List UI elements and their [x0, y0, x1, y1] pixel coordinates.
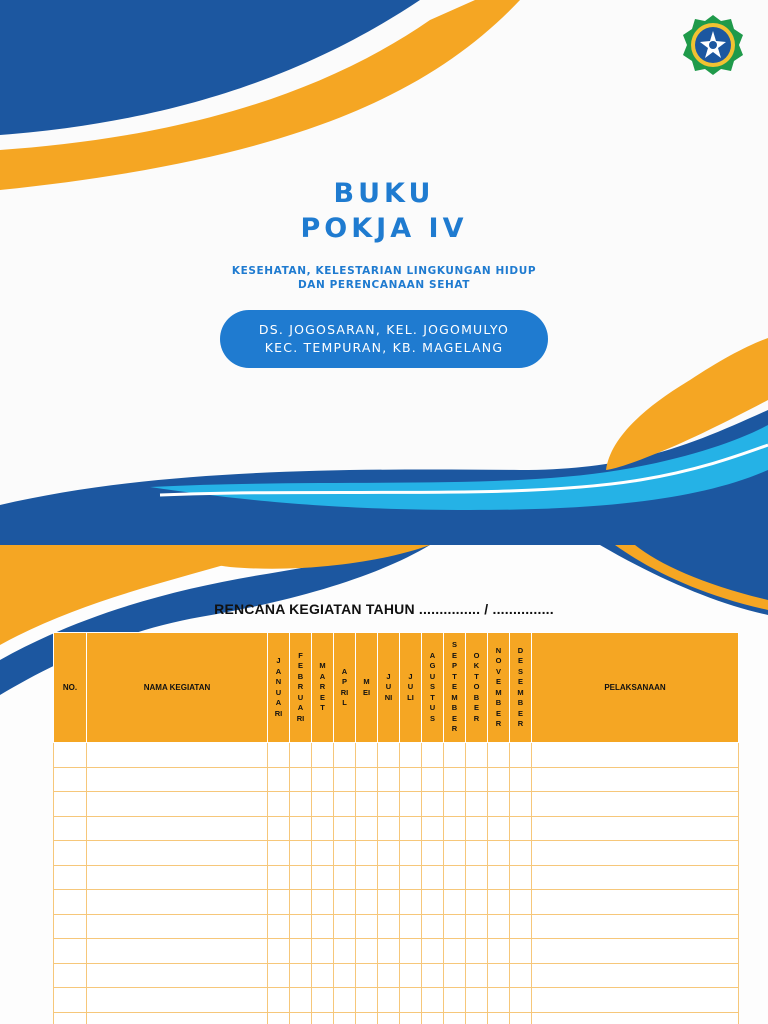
theme-line-2: DAN PERENCANAAN SEHAT [297, 279, 471, 291]
table-cell[interactable] [268, 865, 290, 890]
table-cell[interactable] [466, 939, 488, 964]
table-cell[interactable] [400, 1012, 422, 1024]
table-row [54, 939, 739, 964]
table-cell[interactable] [510, 890, 532, 915]
table-cell[interactable] [510, 816, 532, 841]
table-cell[interactable] [532, 767, 739, 792]
table-cell[interactable] [422, 767, 444, 792]
table-cell[interactable] [87, 1012, 268, 1024]
table-cell[interactable] [54, 1012, 87, 1024]
table-cell[interactable] [488, 988, 510, 1013]
table-cell[interactable] [87, 963, 268, 988]
table-cell[interactable] [334, 792, 356, 817]
table-cell[interactable] [400, 767, 422, 792]
table-cell[interactable] [444, 767, 466, 792]
table-cell[interactable] [268, 914, 290, 939]
table-cell[interactable] [290, 988, 312, 1013]
table-cell[interactable] [290, 914, 312, 939]
table-cell[interactable] [400, 865, 422, 890]
book-title: BUKU [333, 178, 435, 209]
table-cell[interactable] [378, 1012, 400, 1024]
table-cell[interactable] [334, 890, 356, 915]
table-cell[interactable] [378, 865, 400, 890]
table-cell[interactable] [268, 890, 290, 915]
table-cell[interactable] [356, 816, 378, 841]
table-cell[interactable] [54, 767, 87, 792]
table-cell[interactable] [290, 841, 312, 866]
table-cell[interactable] [422, 841, 444, 866]
table-cell[interactable] [510, 767, 532, 792]
table-cell[interactable] [378, 988, 400, 1013]
table-cell[interactable] [532, 792, 739, 817]
table-cell[interactable] [87, 841, 268, 866]
table-cell[interactable] [356, 890, 378, 915]
table-cell[interactable] [422, 792, 444, 817]
table-cell[interactable] [290, 890, 312, 915]
table-cell[interactable] [87, 767, 268, 792]
location-badge [220, 310, 548, 368]
table-cell[interactable] [488, 792, 510, 817]
table-cell[interactable] [466, 1012, 488, 1024]
table-cell[interactable] [378, 914, 400, 939]
table-cell[interactable] [444, 1012, 466, 1024]
table-cell[interactable] [378, 841, 400, 866]
table-cell[interactable] [466, 963, 488, 988]
table-cell[interactable] [532, 865, 739, 890]
table-cell[interactable] [532, 1012, 739, 1024]
table-cell[interactable] [54, 841, 87, 866]
table-cell[interactable] [290, 1012, 312, 1024]
table-cell[interactable] [510, 988, 532, 1013]
table-cell[interactable] [290, 939, 312, 964]
table-cell[interactable] [488, 841, 510, 866]
header-month-may: MEI [356, 633, 378, 743]
table-cell[interactable] [54, 939, 87, 964]
table-cell[interactable] [466, 914, 488, 939]
table-cell[interactable] [334, 865, 356, 890]
table-cell[interactable] [268, 963, 290, 988]
table-cell[interactable] [290, 816, 312, 841]
table-cell[interactable] [510, 792, 532, 817]
table-cell[interactable] [356, 767, 378, 792]
table-cell[interactable] [87, 988, 268, 1013]
table-cell[interactable] [54, 865, 87, 890]
table-cell[interactable] [268, 939, 290, 964]
table-cell[interactable] [466, 767, 488, 792]
table-cell[interactable] [400, 939, 422, 964]
table-cell[interactable] [378, 792, 400, 817]
table-cell[interactable] [356, 988, 378, 1013]
table-cell[interactable] [444, 865, 466, 890]
activity-plan-page [0, 545, 768, 1024]
table-cell[interactable] [378, 743, 400, 768]
table-cell[interactable] [466, 865, 488, 890]
table-cell[interactable] [290, 743, 312, 768]
activity-plan-table [53, 632, 739, 1024]
table-cell[interactable] [532, 914, 739, 939]
table-cell[interactable] [334, 939, 356, 964]
location-line-1: DS. JOGOSARAN, KEL. JOGOMULYO [258, 322, 510, 337]
table-cell[interactable] [422, 988, 444, 1013]
header-month-september: SEPTEMBER [444, 633, 466, 743]
table-cell[interactable] [488, 767, 510, 792]
header-month-december: DESEMBER [510, 633, 532, 743]
table-cell[interactable] [422, 939, 444, 964]
table-cell[interactable] [532, 890, 739, 915]
table-cell[interactable] [87, 816, 268, 841]
table-cell[interactable] [510, 914, 532, 939]
table-cell[interactable] [378, 816, 400, 841]
header-month-january: JANUARI [268, 633, 290, 743]
table-cell[interactable] [510, 939, 532, 964]
table-cell[interactable] [510, 743, 532, 768]
table-cell[interactable] [334, 1012, 356, 1024]
table-cell[interactable] [87, 743, 268, 768]
table-cell[interactable] [87, 865, 268, 890]
header-implementation: PELAKSANAAN [532, 633, 739, 743]
table-cell[interactable] [54, 963, 87, 988]
table-cell[interactable] [532, 816, 739, 841]
table-cell[interactable] [312, 743, 334, 768]
table-row [54, 963, 739, 988]
table-cell[interactable] [444, 743, 466, 768]
table-cell[interactable] [444, 988, 466, 1013]
table-cell[interactable] [356, 963, 378, 988]
table-cell[interactable] [400, 816, 422, 841]
table-cell[interactable] [334, 914, 356, 939]
table-cell[interactable] [87, 792, 268, 817]
table-cell[interactable] [466, 890, 488, 915]
header-no: NO. [54, 633, 87, 743]
table-cell[interactable] [444, 939, 466, 964]
table-cell[interactable] [312, 1012, 334, 1024]
table-cell[interactable] [510, 963, 532, 988]
table-cell[interactable] [312, 816, 334, 841]
table-cell[interactable] [444, 914, 466, 939]
table-cell[interactable] [378, 963, 400, 988]
table-cell[interactable] [444, 890, 466, 915]
table-cell[interactable] [268, 743, 290, 768]
table-row [54, 988, 739, 1013]
table-cell[interactable] [334, 767, 356, 792]
table-row [54, 890, 739, 915]
table-cell[interactable] [378, 890, 400, 915]
table-cell[interactable] [54, 988, 87, 1013]
table-body [54, 743, 739, 1024]
table-cell[interactable] [510, 865, 532, 890]
table-cell[interactable] [268, 792, 290, 817]
table-cell[interactable] [466, 792, 488, 817]
table-cell[interactable] [444, 792, 466, 817]
table-cell[interactable] [54, 743, 87, 768]
table-cell[interactable] [268, 767, 290, 792]
table-cell[interactable] [444, 816, 466, 841]
theme-line-1: KESEHATAN, KELESTARIAN LINGKUNGAN HIDUP [231, 265, 537, 277]
header-month-june: JUNI [378, 633, 400, 743]
table-cell[interactable] [488, 963, 510, 988]
table-cell[interactable] [422, 1012, 444, 1024]
table-cell[interactable] [54, 816, 87, 841]
table-cell[interactable] [400, 743, 422, 768]
regency-emblem-icon [681, 13, 745, 77]
book-subtitle-pokja: POKJA IV [300, 213, 468, 244]
table-cell[interactable] [532, 988, 739, 1013]
table-cell[interactable] [422, 963, 444, 988]
table-cell[interactable] [312, 792, 334, 817]
table-cell[interactable] [54, 792, 87, 817]
table-cell[interactable] [378, 767, 400, 792]
table-cell[interactable] [87, 890, 268, 915]
table-cell[interactable] [356, 792, 378, 817]
table-cell[interactable] [400, 963, 422, 988]
header-month-august: AGUSTUS [422, 633, 444, 743]
table-cell[interactable] [54, 914, 87, 939]
plan-title: RENCANA KEGIATAN TAHUN ............... / ............... [214, 601, 554, 617]
header-activity-name: NAMA KEGIATAN [87, 633, 268, 743]
table-cell[interactable] [334, 743, 356, 768]
table-cell[interactable] [312, 914, 334, 939]
table-cell[interactable] [444, 963, 466, 988]
table-cell[interactable] [268, 988, 290, 1013]
table-cell[interactable] [356, 939, 378, 964]
table-cell[interactable] [312, 988, 334, 1013]
table-cell[interactable] [422, 816, 444, 841]
table-cell[interactable] [400, 890, 422, 915]
table-cell[interactable] [488, 743, 510, 768]
table-cell[interactable] [334, 841, 356, 866]
table-cell[interactable] [356, 743, 378, 768]
table-row [54, 816, 739, 841]
location-line-2: KEC. TEMPURAN, KB. MAGELANG [264, 340, 504, 355]
table-cell[interactable] [334, 988, 356, 1013]
table-cell[interactable] [488, 1012, 510, 1024]
header-month-july: JULI [400, 633, 422, 743]
table-cell[interactable] [466, 841, 488, 866]
table-cell[interactable] [444, 841, 466, 866]
table-cell[interactable] [290, 865, 312, 890]
table-row [54, 914, 739, 939]
table-cell[interactable] [510, 841, 532, 866]
table-cell[interactable] [312, 767, 334, 792]
header-month-march: MARET [312, 633, 334, 743]
table-header-row [54, 633, 739, 743]
table-cell[interactable] [268, 816, 290, 841]
table-cell[interactable] [356, 841, 378, 866]
table-cell[interactable] [290, 767, 312, 792]
table-cell[interactable] [488, 816, 510, 841]
header-month-october: OKTOBER [466, 633, 488, 743]
table-cell[interactable] [510, 1012, 532, 1024]
table-cell[interactable] [268, 841, 290, 866]
table-cell[interactable] [356, 865, 378, 890]
table-cell[interactable] [422, 914, 444, 939]
table-cell[interactable] [532, 743, 739, 768]
table-cell[interactable] [87, 939, 268, 964]
table-row [54, 743, 739, 768]
table-cell[interactable] [422, 743, 444, 768]
table-cell[interactable] [422, 890, 444, 915]
table-cell[interactable] [400, 841, 422, 866]
table-cell[interactable] [334, 816, 356, 841]
table-row [54, 841, 739, 866]
table-cell[interactable] [312, 939, 334, 964]
table-cell[interactable] [466, 988, 488, 1013]
table-cell[interactable] [400, 914, 422, 939]
header-month-november: NOVEMBER [488, 633, 510, 743]
table-cell[interactable] [400, 792, 422, 817]
table-cell[interactable] [488, 890, 510, 915]
table-cell[interactable] [290, 963, 312, 988]
header-month-april: APRIL [334, 633, 356, 743]
table-cell[interactable] [312, 841, 334, 866]
table-cell[interactable] [466, 743, 488, 768]
table-cell[interactable] [466, 816, 488, 841]
table-cell[interactable] [312, 890, 334, 915]
table-cell[interactable] [312, 865, 334, 890]
table-cell[interactable] [356, 1012, 378, 1024]
header-month-february: FEBRUARI [290, 633, 312, 743]
table-cell[interactable] [356, 914, 378, 939]
table-cell[interactable] [87, 914, 268, 939]
table-cell[interactable] [268, 1012, 290, 1024]
table-cell[interactable] [334, 963, 356, 988]
table-row [54, 792, 739, 817]
table-cell[interactable] [532, 939, 739, 964]
table-cell[interactable] [488, 939, 510, 964]
table-cell[interactable] [378, 939, 400, 964]
table-cell[interactable] [400, 988, 422, 1013]
table-row [54, 1012, 739, 1024]
table-cell[interactable] [312, 963, 334, 988]
table-cell[interactable] [532, 963, 739, 988]
table-cell[interactable] [488, 914, 510, 939]
table-row [54, 767, 739, 792]
table-cell[interactable] [422, 865, 444, 890]
table-cell[interactable] [54, 890, 87, 915]
table-row [54, 865, 739, 890]
table-cell[interactable] [290, 792, 312, 817]
table-cell[interactable] [532, 841, 739, 866]
table-cell[interactable] [488, 865, 510, 890]
